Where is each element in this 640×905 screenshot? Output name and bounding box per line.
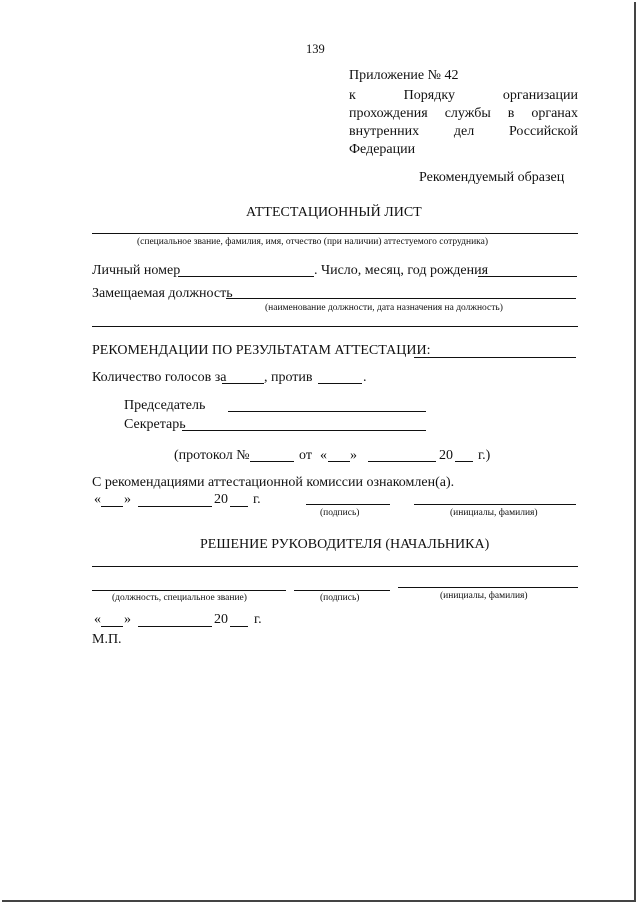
protocol-quote-open: « — [320, 448, 327, 463]
date1-year-line — [230, 506, 248, 507]
initials-hint: (инициалы, фамилия) — [450, 508, 538, 518]
appendix-line-3 — [349, 106, 578, 122]
position-label: Замещаемая должность — [92, 286, 233, 301]
appendix-word: прохождения — [349, 106, 428, 121]
date1-g: г. — [253, 492, 261, 507]
appendix-line-5: Федерации — [349, 142, 416, 157]
head-initials-line — [398, 587, 578, 588]
appendix-word: Порядку — [403, 88, 455, 103]
head-position-hint: (должность, специальное звание) — [112, 593, 247, 603]
votes-against-line — [318, 383, 362, 384]
appendix-word: Российской — [508, 124, 578, 139]
secretary-label: Секретарь — [124, 417, 186, 432]
date1-day-line — [101, 506, 123, 507]
date1-month-line — [138, 506, 212, 507]
date1-quote-open: « — [94, 492, 101, 507]
recommendations-line — [414, 357, 576, 358]
personal-number-label: Личный номер — [92, 263, 181, 278]
appendix-word: дел — [453, 124, 475, 139]
date2-year: 20 — [214, 612, 228, 627]
votes-for-line — [222, 383, 264, 384]
position-hint: (наименование должности, дата назначения на должность) — [265, 303, 503, 313]
protocol-year-line — [455, 461, 473, 462]
head-initials-hint: (инициалы, фамилия) — [440, 591, 528, 601]
votes-label: Количество голосов за — [92, 370, 227, 385]
chairman-line — [228, 411, 426, 412]
date2-month-line — [138, 626, 212, 627]
votes-against-label: , против — [264, 370, 313, 385]
chairman-label: Председатель — [124, 398, 206, 413]
page-number: 139 — [306, 42, 325, 56]
protocol-year: 20 — [439, 448, 453, 463]
appendix-word: к — [349, 88, 356, 103]
employee-hint: (специальное звание, фамилия, имя, отчество (при наличии) аттестуемого сотрудника) — [137, 237, 489, 247]
protocol-close: г.) — [478, 448, 491, 463]
date2-quote-close: » — [124, 612, 131, 627]
appendix-line-2 — [349, 88, 578, 104]
document-title: АТТЕСТАЦИОННЫЙ ЛИСТ — [246, 205, 422, 220]
decision-title: РЕШЕНИЕ РУКОВОДИТЕЛЯ (НАЧАЛЬНИКА) — [200, 537, 490, 552]
position-line — [226, 298, 576, 299]
appendix-word: организации — [502, 88, 578, 103]
signature-line — [306, 504, 390, 505]
protocol-month-line — [368, 461, 436, 462]
protocol-number-line — [250, 461, 294, 462]
birth-date-line — [478, 276, 577, 277]
date2-day-line — [101, 626, 123, 627]
head-position-line — [92, 590, 286, 591]
protocol-quote-close: » — [350, 448, 357, 463]
appendix-word: органах — [531, 106, 578, 121]
signature-hint: (подпись) — [320, 508, 360, 518]
initials-line — [414, 504, 576, 505]
decision-line — [92, 566, 578, 567]
stamp-place: М.П. — [92, 632, 122, 647]
date1-quote-close: » — [124, 492, 131, 507]
personal-number-line — [178, 276, 314, 277]
date2-year-line — [230, 626, 248, 627]
recommendations-label: РЕКОМЕНДАЦИИ ПО РЕЗУЛЬТАТАМ АТТЕСТАЦИИ: — [92, 343, 431, 358]
appendix-word: службы — [444, 106, 491, 121]
appendix-word: в — [507, 106, 515, 121]
appendix-line-1: Приложение № 42 — [349, 68, 459, 83]
head-signature-line — [294, 590, 390, 591]
appendix-line-4 — [349, 124, 578, 140]
protocol-from: от — [299, 448, 312, 463]
birth-date-label: . Число, месяц, год рождения — [314, 263, 489, 278]
employee-line — [92, 233, 578, 234]
date1-year: 20 — [214, 492, 228, 507]
protocol-day-line — [328, 461, 350, 462]
protocol-open: (протокол № — [174, 448, 250, 463]
date2-quote-open: « — [94, 612, 101, 627]
recommended-sample: Рекомендуемый образец — [419, 170, 565, 185]
acquainted-text: С рекомендациями аттестационной комиссии ознакомлен(а). — [92, 475, 455, 490]
appendix-word: внутренних — [349, 124, 420, 139]
votes-end: . — [363, 370, 367, 385]
secretary-line — [182, 430, 426, 431]
date2-g: г. — [254, 612, 262, 627]
position-line-2 — [92, 326, 578, 327]
head-signature-hint: (подпись) — [320, 593, 360, 603]
